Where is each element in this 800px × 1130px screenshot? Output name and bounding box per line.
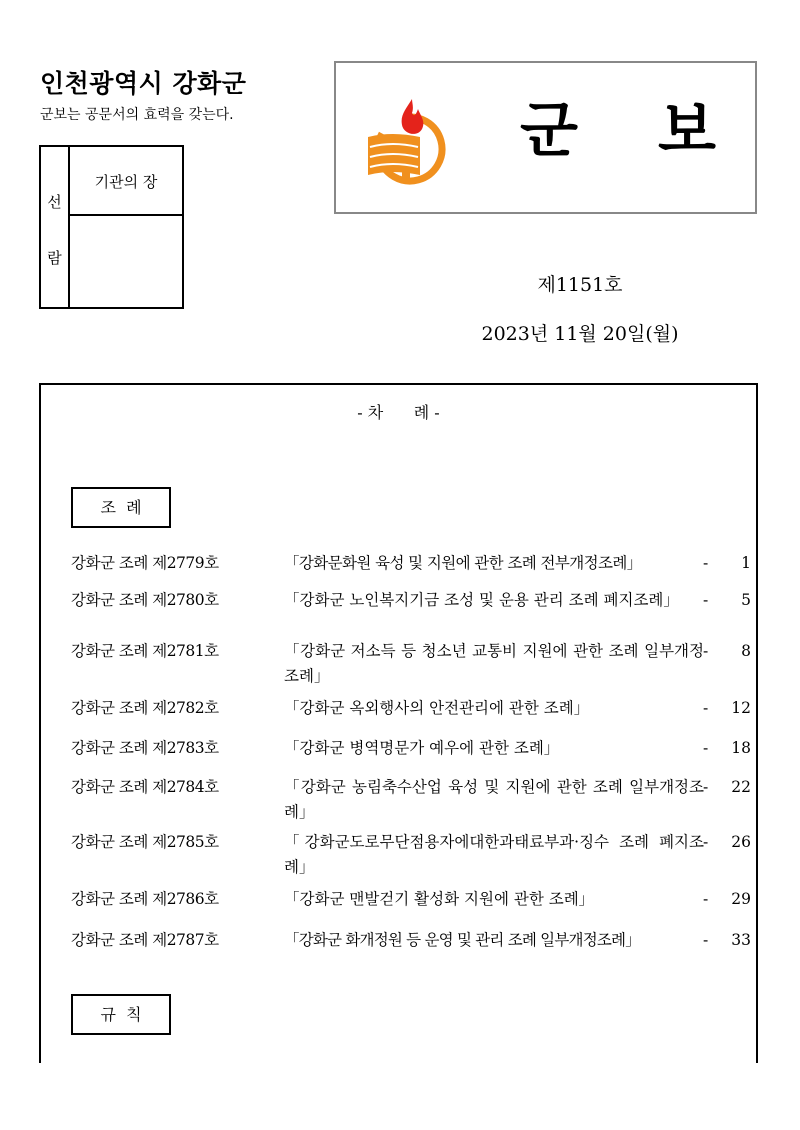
page-number: 18 <box>731 739 751 757</box>
gangwha-emblem-icon <box>362 89 452 189</box>
ordinance-number: 강화군 조례 제2781호 <box>71 642 219 660</box>
page-number: 5 <box>741 591 751 609</box>
leader-dash: - <box>703 778 709 796</box>
circulation-side-label <box>41 147 70 307</box>
ordinance-title: 「강화문화원 육성 및 지원에 관한 조례 전부개정조례」 <box>284 554 642 572</box>
page-number: 22 <box>731 778 751 796</box>
page-number: 26 <box>731 833 751 851</box>
ordinance-title: 「강화군 화개정원 등 운영 및 관리 조례 일부개정조례」 <box>284 931 640 949</box>
ordinance-number: 강화군 조례 제2783호 <box>71 739 219 757</box>
page-number: 8 <box>741 642 751 660</box>
ordinance-title: 「강화군 옥외행사의 안전관리에 관한 조례」 <box>284 699 590 717</box>
organization-name: 인천광역시 강화군 <box>40 69 247 98</box>
ordinance-number: 강화군 조례 제2779호 <box>71 554 219 572</box>
leader-dash: - <box>703 931 709 949</box>
leader-dash: - <box>703 739 709 757</box>
toc-title: - 차 례 - <box>357 403 440 422</box>
leader-dash: - <box>703 699 709 717</box>
gazette-title-char-2: 보 <box>658 96 716 166</box>
circulation-label-bottom: 람 <box>47 249 62 267</box>
gazette-title-char-1: 군 <box>520 96 578 166</box>
ordinance-title: 「강화군도로무단점용자에대한과태료부과·징수 조례 폐지조례」 <box>284 833 704 876</box>
leader-dash: - <box>703 591 709 609</box>
ordinance-title: 「강화군 저소득 등 청소년 교통비 지원에 관한 조례 일부개정조례」 <box>284 642 704 685</box>
ordinance-number: 강화군 조례 제2785호 <box>71 833 219 851</box>
leader-dash: - <box>703 642 709 660</box>
page-number: 1 <box>741 554 751 572</box>
legal-effect-notice: 군보는 공문서의 효력을 갖는다. <box>40 107 234 123</box>
ordinance-number: 강화군 조례 제2784호 <box>71 778 219 796</box>
ordinance-number: 강화군 조례 제2787호 <box>71 931 219 949</box>
leader-dash: - <box>703 554 709 572</box>
ordinance-number: 강화군 조례 제2780호 <box>71 591 219 609</box>
page-number: 29 <box>731 890 751 908</box>
ordinance-title: 「강화군 맨발걷기 활성화 지원에 관한 조례」 <box>284 890 595 908</box>
page-number: 33 <box>731 931 751 949</box>
ordinance-number: 강화군 조례 제2786호 <box>71 890 219 908</box>
page-number: 12 <box>731 699 751 717</box>
leader-dash: - <box>703 890 709 908</box>
section-rules: 규 칙 <box>71 994 171 1035</box>
ordinance-title: 「강화군 병역명문가 예우에 관한 조례」 <box>284 739 560 757</box>
ordinance-title: 「강화군 노인복지기금 조성 및 운용 관리 조례 폐지조례」 <box>284 591 679 609</box>
ordinance-number: 강화군 조례 제2782호 <box>71 699 219 717</box>
issue-number: 제1151호 <box>537 274 623 296</box>
agency-head-label: 기관의 장 <box>70 147 182 216</box>
leader-dash: - <box>703 833 709 851</box>
circulation-label-top: 선 <box>47 193 62 211</box>
table-of-contents <box>39 383 758 1063</box>
gazette-title-box <box>334 61 757 214</box>
circulation-box <box>39 145 184 309</box>
section-ordinances: 조 례 <box>71 487 171 528</box>
ordinance-title: 「강화군 농림축수산업 육성 및 지원에 관한 조례 일부개정조례」 <box>284 778 704 821</box>
issue-date: 2023년 11월 20일(월) <box>481 323 679 345</box>
